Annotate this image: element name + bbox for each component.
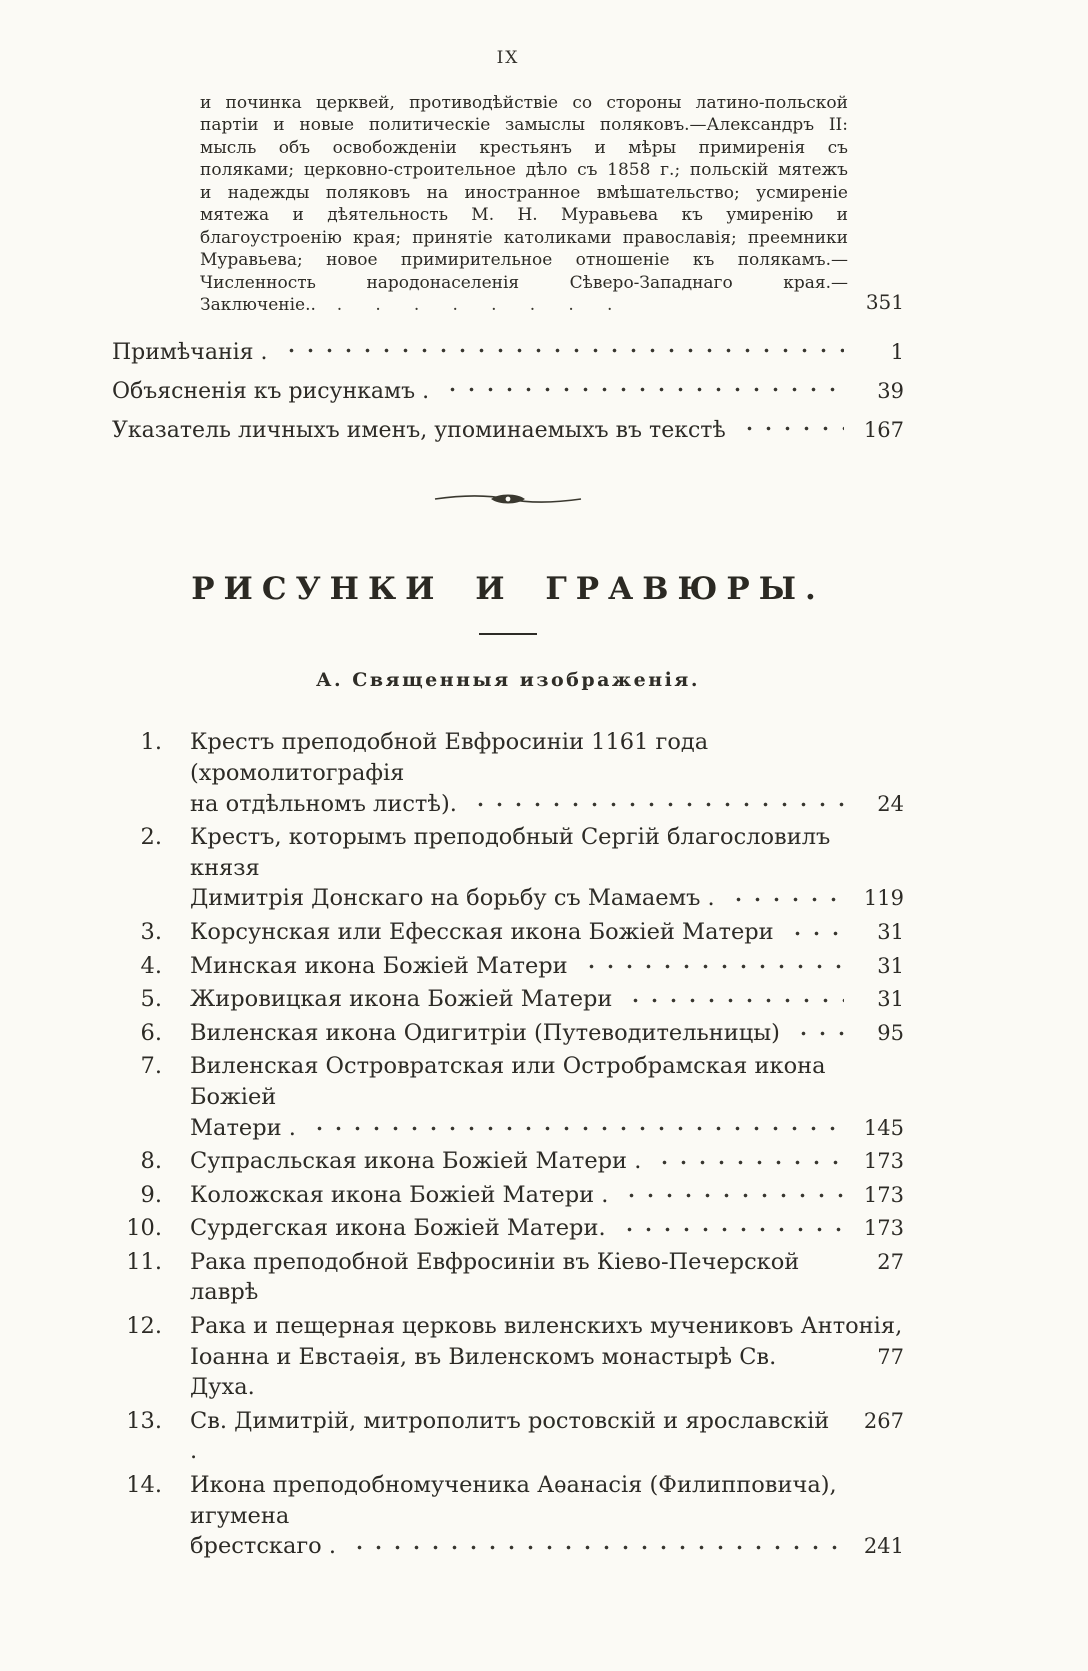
figure-text: Рака преподобной Евфросиніи въ Кіево-Печерской лаврѣ xyxy=(190,1248,800,1306)
figure-page: 31 xyxy=(877,987,904,1012)
figure-text: на отдѣльномъ листѣ). xyxy=(190,790,457,817)
figure-page: 267 xyxy=(863,1408,904,1433)
dot-leader xyxy=(469,800,844,819)
figure-number: 9. xyxy=(140,1181,162,1208)
figure-item xyxy=(112,1018,904,1049)
figure-text: Икона преподобномученика Аѳанасія (Филипповича), игумена xyxy=(190,1472,837,1529)
dot-leader xyxy=(792,1029,844,1048)
figure-text: Рака и пещерная церковь виленскихъ мучениковъ Антонія, xyxy=(190,1313,903,1340)
figure-item xyxy=(112,822,904,914)
figure-number: 3. xyxy=(140,918,162,945)
figure-number: 7. xyxy=(140,1053,162,1080)
figure-page: 27 xyxy=(877,1249,904,1274)
figure-number: 6. xyxy=(140,1019,162,1046)
toc-continuation xyxy=(200,92,904,316)
figure-item xyxy=(112,1146,904,1177)
figure-number: 10. xyxy=(126,1215,162,1242)
figure-number: 12. xyxy=(126,1313,162,1340)
toc-entry xyxy=(112,379,904,404)
dot-leader xyxy=(348,1543,844,1562)
toc-entry-label: Примѣчанія . xyxy=(112,340,268,366)
figure-item xyxy=(112,1247,904,1308)
dot-leader xyxy=(441,385,844,404)
dot-leader xyxy=(580,962,844,981)
dot-leader xyxy=(308,1124,844,1143)
figure-number: 8. xyxy=(140,1148,162,1175)
figure-number: 13. xyxy=(126,1407,162,1434)
figure-text: Сурдегская икона Божіей Матери. xyxy=(190,1215,606,1242)
figure-text: Крестъ, которымъ преподобный Сергій благословилъ князя xyxy=(190,824,831,881)
dot-leader xyxy=(786,929,844,948)
swash-ornament-icon xyxy=(433,491,583,507)
figure-page: 77 xyxy=(877,1344,904,1369)
toc-continuation-page: 351 xyxy=(865,289,904,314)
figure-number: 11. xyxy=(126,1248,162,1275)
figure-item xyxy=(112,1406,904,1467)
figure-page: 173 xyxy=(863,1182,904,1207)
page-number: IX xyxy=(496,48,520,68)
figure-item xyxy=(112,951,904,982)
figure-page: 31 xyxy=(877,919,904,944)
dot-leader xyxy=(653,1158,844,1177)
figure-number: 4. xyxy=(140,952,162,979)
figure-item xyxy=(112,727,904,819)
figure-text: Матери . xyxy=(190,1114,296,1141)
figure-page: 24 xyxy=(877,791,904,816)
figure-item xyxy=(112,1213,904,1244)
section-title: РИСУНКИ И ГРАВЮРЫ. xyxy=(191,571,825,608)
toc-entry xyxy=(112,418,904,443)
figure-item xyxy=(112,1051,904,1143)
figure-text: Крестъ преподобной Евфросиніи 1161 года (хромолитографія xyxy=(190,729,709,786)
figure-page: 241 xyxy=(863,1534,904,1559)
toc-continuation-text: и починка церквей, противодѣйствіе со стороны латино-польской партіи и новые политическіе замыслы поляковъ.—Александръ II: мысль объ освобожденіи крестьянъ и мѣры примиренія съ поляками; церковно-строительное дѣло съ 1858 г.; польскій мятежъ и надежды поляковъ на иностранное вмѣшательство; усмиреніе мятежа и дѣятельность М. Н. Муравьева къ умиренію и благоустроенію края; принятіе католиками православія; преемники Муравьева; новое примирительное отношеніе къ полякамъ.—Численность народонаселенія Сѣверо-Западнаго края.—Заключеніе.. xyxy=(200,93,848,315)
figure-item xyxy=(112,984,904,1015)
figure-item xyxy=(112,1180,904,1211)
toc-entry-page: 39 xyxy=(877,379,904,404)
figure-number: 14. xyxy=(126,1472,162,1499)
figure-page: 145 xyxy=(863,1115,904,1140)
dot-leader xyxy=(618,1225,844,1244)
toc-entry-label: Объясненія къ рисункамъ . xyxy=(112,379,430,405)
dot-leader xyxy=(624,996,844,1015)
figure-page: 95 xyxy=(877,1020,904,1045)
figures-list xyxy=(112,727,904,1561)
figure-text: Іоанна и Евстаѳія, въ Виленскомъ монастырѣ Св. Духа. xyxy=(190,1343,777,1401)
figure-text: Коложская икона Божіей Матери . xyxy=(190,1181,609,1208)
section-subtitle: А. Священныя изображенія. xyxy=(316,669,700,692)
figure-text: Жировицкая икона Божіей Матери xyxy=(190,986,613,1013)
dot-leader xyxy=(727,895,844,914)
figure-page: 119 xyxy=(863,886,904,911)
figure-page: 31 xyxy=(877,953,904,978)
dot-leader xyxy=(316,295,615,315)
toc-entry-page: 167 xyxy=(863,418,904,443)
toc-entries xyxy=(112,340,904,443)
ornament-divider xyxy=(112,491,904,509)
title-rule xyxy=(479,633,537,635)
figure-item xyxy=(112,1311,904,1403)
figure-number: 5. xyxy=(140,986,162,1013)
figure-text: Св. Димитрій, митрополитъ ростовскій и ярославскій . xyxy=(190,1407,830,1465)
figure-text: Корсунская или Ефесская икона Божіей Матери xyxy=(190,918,774,945)
figure-text: Виленская Островратская или Остробрамская икона Божіей xyxy=(190,1053,826,1110)
toc-entry-page: 1 xyxy=(890,340,904,365)
figure-number: 1. xyxy=(140,729,162,756)
figure-text: Минская икона Божіей Матери xyxy=(190,952,568,979)
figure-number: 2. xyxy=(140,824,162,851)
figure-text: Виленская икона Одигитріи (Путеводительницы) xyxy=(190,1019,780,1046)
figure-page: 173 xyxy=(863,1216,904,1241)
dot-leader xyxy=(280,346,844,365)
figure-text: Супрасльская икона Божіей Матери . xyxy=(190,1148,642,1175)
figure-item xyxy=(112,1470,904,1562)
toc-entry xyxy=(112,340,904,365)
figure-page: 173 xyxy=(863,1149,904,1174)
dot-leader xyxy=(620,1191,844,1210)
dot-leader xyxy=(738,424,844,443)
figure-text: Димитрія Донскаго на борьбу съ Мамаемъ . xyxy=(190,885,715,912)
figure-text: брестскаго . xyxy=(190,1533,337,1560)
figure-item xyxy=(112,917,904,948)
toc-entry-label: Указатель личныхъ именъ, упоминаемыхъ въ текстѣ xyxy=(112,418,726,444)
